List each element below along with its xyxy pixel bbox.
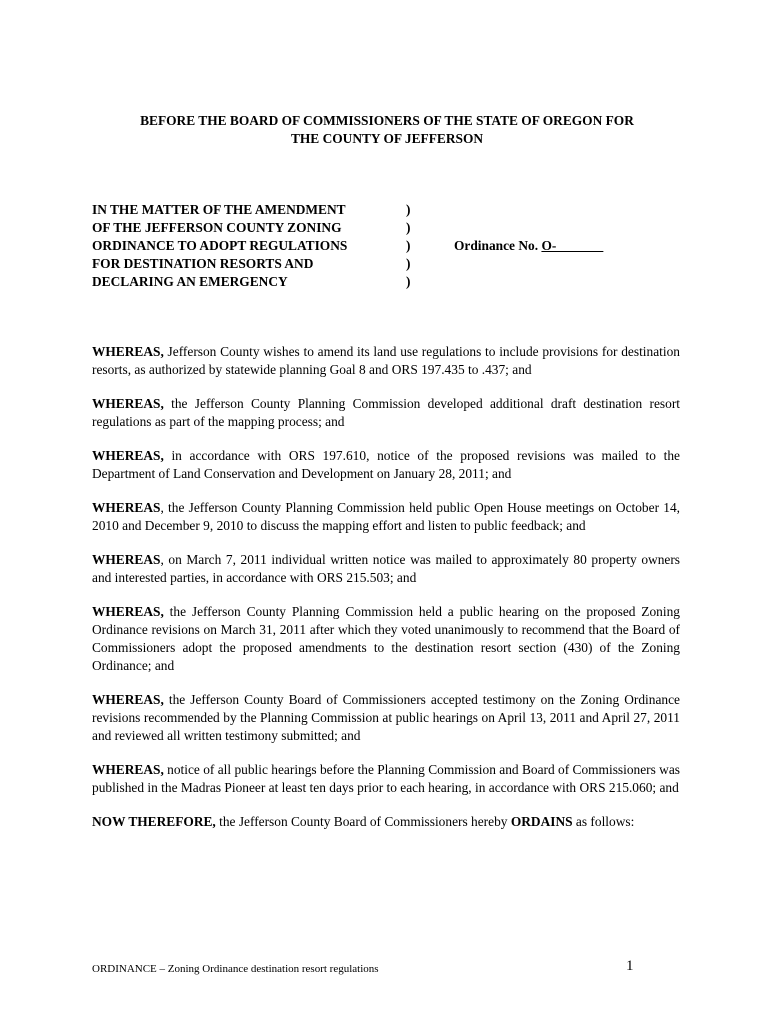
paragraph-text: the Jefferson County Planning Commission developed additional draft destination resort regulations as part of the mapping process; and bbox=[92, 396, 680, 429]
page-footer: ORDINANCE – Zoning Ordinance destination resort regulations bbox=[92, 963, 379, 975]
caption-paren: ) bbox=[406, 202, 411, 217]
heading-line-2: THE COUNTY OF JEFFERSON bbox=[290, 131, 484, 146]
page-number: 1 bbox=[626, 958, 634, 974]
paragraph-text: , the Jefferson County Planning Commission held public Open House meetings on October 14, 2010 and December 9, 2010 to discuss the mapping effort and listen to public feedback; and bbox=[92, 500, 680, 533]
paragraph-text: the Jefferson County Board of Commissioners hereby bbox=[215, 814, 511, 829]
now-therefore-paragraph bbox=[92, 813, 680, 831]
caption-line: OF THE JEFFERSON COUNTY ZONING bbox=[92, 220, 342, 235]
heading-line-1: BEFORE THE BOARD OF COMMISSIONERS OF THE STATE OF OREGON FOR bbox=[140, 113, 634, 128]
document-heading bbox=[92, 112, 682, 148]
caption-line: DECLARING AN EMERGENCY bbox=[92, 274, 288, 289]
caption-line: ORDINANCE TO ADOPT REGULATIONS bbox=[92, 238, 348, 253]
caption-paren: ) bbox=[406, 238, 411, 253]
whereas-paragraph bbox=[92, 343, 680, 379]
whereas-paragraph bbox=[92, 691, 680, 745]
whereas-lead: WHEREAS bbox=[92, 552, 161, 567]
now-therefore-lead: NOW THEREFORE, bbox=[92, 814, 216, 829]
ordinance-label: Ordinance No. bbox=[454, 238, 539, 253]
whereas-lead: WHEREAS, bbox=[92, 448, 164, 463]
ordinance-number bbox=[454, 237, 603, 255]
whereas-lead: WHEREAS, bbox=[92, 344, 164, 359]
ordinance-body bbox=[92, 343, 680, 847]
ordinance-number-blank: O-_______ bbox=[541, 238, 604, 253]
paragraph-text: the Jefferson County Planning Commission held a public hearing on the proposed Zoning Ordinance revisions on March 31, 2011 after which they voted unanimously to recommend that the Board of Commissioners adopt the proposed amendments to the destination resort section (430) of the Zoning Ordinance; and bbox=[92, 604, 680, 673]
whereas-lead: WHEREAS, bbox=[92, 396, 164, 411]
paragraph-text: Jefferson County wishes to amend its land use regulations to include provisions for destination resorts, as authorized by statewide planning Goal 8 and ORS 197.435 to .437; and bbox=[92, 344, 680, 377]
caption-paren: ) bbox=[406, 256, 411, 271]
caption-paren: ) bbox=[406, 274, 411, 289]
whereas-paragraph bbox=[92, 395, 680, 431]
paragraph-text: the Jefferson County Board of Commissioners accepted testimony on the Zoning Ordinance revisions recommended by the Planning Commission at public hearings on April 13, 2011 and April 27, 2011 and reviewed all written testimony submitted; and bbox=[92, 692, 680, 743]
caption-line: IN THE MATTER OF THE AMENDMENT bbox=[92, 202, 346, 217]
paragraph-text: in accordance with ORS 197.610, notice of the proposed revisions was mailed to the Department of Land Conservation and Development on January 28, 2011; and bbox=[92, 448, 680, 481]
whereas-paragraph bbox=[92, 447, 680, 483]
whereas-paragraph bbox=[92, 499, 680, 535]
caption-parentheses bbox=[406, 201, 410, 291]
paragraph-text: , on March 7, 2011 individual written notice was mailed to approximately 80 property owners and interested parties, in accordance with ORS 215.503; and bbox=[92, 552, 680, 585]
whereas-lead: WHEREAS bbox=[92, 500, 161, 515]
ordains-word: ORDAINS bbox=[510, 814, 573, 829]
whereas-lead: WHEREAS, bbox=[92, 692, 164, 707]
whereas-paragraph bbox=[92, 551, 680, 587]
whereas-lead: WHEREAS, bbox=[92, 762, 164, 777]
case-caption bbox=[92, 201, 392, 291]
caption-paren: ) bbox=[406, 220, 411, 235]
whereas-lead: WHEREAS, bbox=[92, 604, 164, 619]
whereas-paragraph bbox=[92, 603, 680, 675]
paragraph-text: notice of all public hearings before the Planning Commission and Board of Commissioners was published in the Madras Pioneer at least ten days prior to each hearing, in accordance with ORS 215.060; and bbox=[92, 762, 681, 795]
whereas-paragraph bbox=[92, 761, 680, 797]
caption-line: FOR DESTINATION RESORTS AND bbox=[92, 256, 314, 271]
paragraph-text: as follows: bbox=[572, 814, 635, 829]
